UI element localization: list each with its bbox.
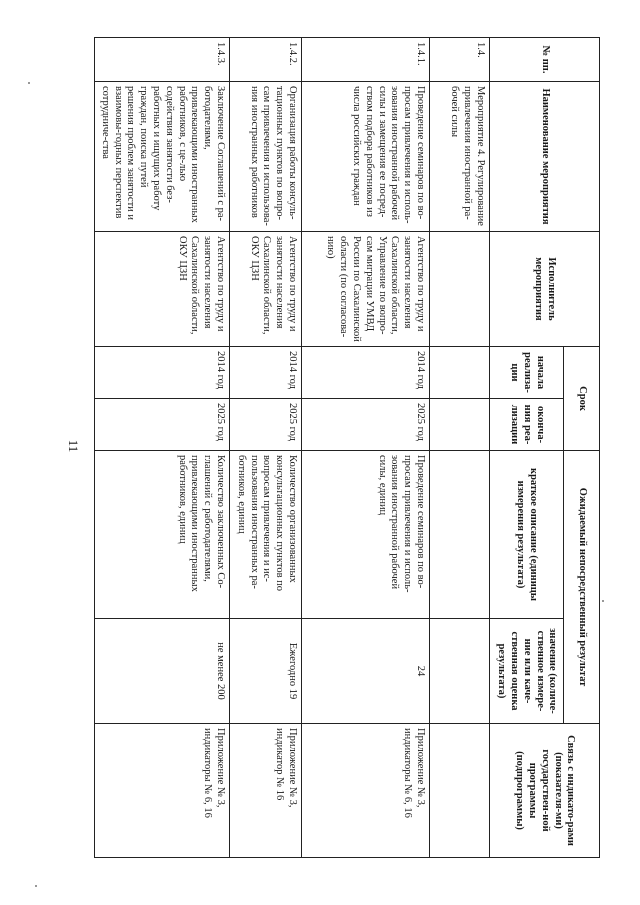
row-num: 1.4.2.	[230, 38, 302, 82]
table-row	[95, 38, 230, 858]
scan-speck	[28, 82, 30, 84]
page-number: 11	[66, 439, 81, 453]
header-term: Срок	[564, 347, 600, 451]
header-link: Связь с индикато-рами (показателя-ми) государствен-ной программы (подпрограммы)	[490, 724, 600, 858]
row-name: Заключение Соглашений с ра-ботодателями, привлекающими иностранных работников, с це-лью содействия занятости без-работных и ищущих работу граждан, поиска путей решения проблем занятости и взаимовы-годных перспектив сотрудниче-ства	[95, 82, 230, 232]
row-end	[430, 399, 490, 451]
row-name: Организация работы консуль-тационных пунктов по вопро-сам привлечения и использова-ния иностранных работников	[230, 82, 302, 232]
row-executor: Агентство по труду и занятости населения Сахалинской области, ОКУ ЦЗН	[230, 232, 302, 347]
row-end: 2025 год	[95, 399, 230, 451]
row-link: Приложение № 3, индикаторы № 6, 16	[302, 724, 430, 858]
table-row	[430, 38, 490, 858]
table-row	[302, 38, 430, 858]
header-term-end: оконча-ния реа-лизации	[490, 399, 564, 451]
header-executor: Исполнитель мероприятия	[490, 232, 600, 347]
row-desc	[430, 451, 490, 619]
header-row-1	[564, 38, 600, 858]
row-end: 2025 год	[302, 399, 430, 451]
header-num: № пп.	[490, 38, 600, 82]
row-num: 1.4.1.	[302, 38, 430, 82]
row-name: Проведение семинаров по во-просам привлечения и исполь-зования иностранной рабочей силы и замещения ее посред-ством подбора работников из числа российских граждан	[302, 82, 430, 232]
row-executor: Агентство по труду и занятости населения Сахалинской области, ОКУ ЦЗН	[95, 232, 230, 347]
row-executor: Агентство по труду и занятости населения Сахалинской области, Управление по вопро-сам миграции УМВД России по Сахалинской области (по согласова-нию)	[302, 232, 430, 347]
row-desc: Проведение семинаров по во-просам привлечения и исполь-зования иностранной рабочей силы, единиц	[302, 451, 430, 619]
row-end: 2025 год	[230, 399, 302, 451]
header-result-value: значение (количе-ственное измере-ние или каче-ственная оценка результата)	[490, 619, 564, 724]
header-result: Ожидаемый непосредственный результат	[564, 451, 600, 724]
row-link	[430, 724, 490, 858]
header-name: Наименование мероприятия	[490, 82, 600, 232]
row-value: 24	[302, 619, 430, 724]
row-start	[430, 347, 490, 399]
row-desc: Количество организованных консультационных пунктов по вопросам привлечения и ис-пользования иностранных ра-ботников, единиц	[230, 451, 302, 619]
rotated-table-container	[95, 37, 600, 857]
scan-speck	[602, 600, 604, 602]
row-executor	[430, 232, 490, 347]
row-link: Приложение № 3, индикатор № 16	[230, 724, 302, 858]
row-link: Приложение № 3, индикаторы № 6, 16	[95, 724, 230, 858]
table-row	[230, 38, 302, 858]
header-result-desc: краткое описание (единицы измерения результата)	[490, 451, 564, 619]
activities-table	[94, 37, 600, 858]
row-value: Ежегодно 19	[230, 619, 302, 724]
row-start: 2014 год	[230, 347, 302, 399]
row-num: 1.4.3.	[95, 38, 230, 82]
row-value	[430, 619, 490, 724]
scan-speck	[35, 885, 37, 887]
row-start: 2014 год	[302, 347, 430, 399]
row-start: 2014 год	[95, 347, 230, 399]
row-desc: Количество заключенных Со-глашений с работодателями, привлекающими иностранных работников, единиц	[95, 451, 230, 619]
header-term-start: начала реализа-ции	[490, 347, 564, 399]
row-name: Мероприятие 4. Регулирование привлечения иностранной ра-бочей силы	[430, 82, 490, 232]
row-value: не менее 200	[95, 619, 230, 724]
row-num: 1.4.	[430, 38, 490, 82]
